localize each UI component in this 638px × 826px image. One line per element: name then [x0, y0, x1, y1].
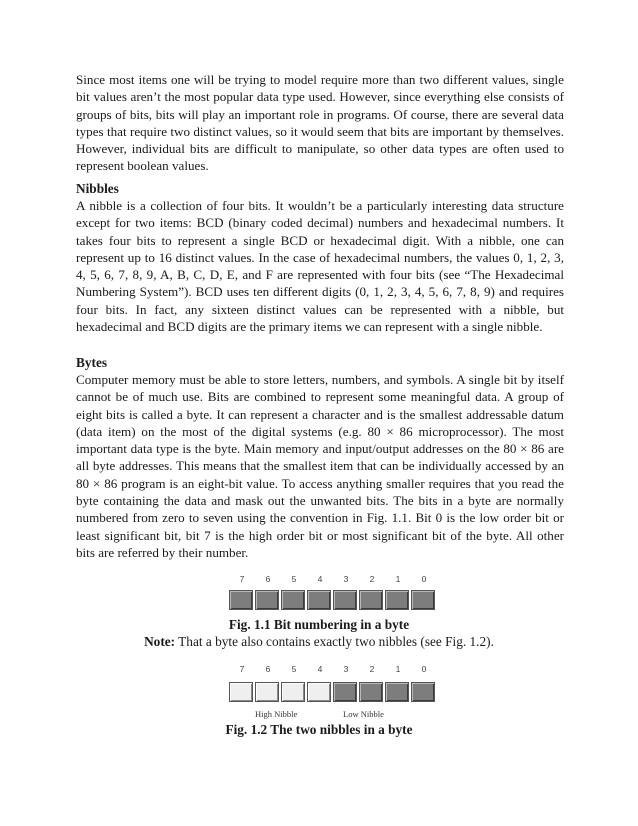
nibbles-heading: Nibbles	[76, 181, 119, 196]
bit-number: 5	[291, 574, 297, 584]
bit-number: 6	[265, 664, 271, 674]
figure-note	[0, 634, 638, 650]
figure-1-2-caption-text: Fig. 1.2 The two nibbles in a byte	[225, 722, 413, 737]
note-label: Note:	[144, 634, 176, 649]
figure-1-1-caption	[0, 617, 638, 633]
bit-box	[411, 590, 435, 610]
low-nibble-bit-box	[359, 682, 383, 702]
bit-number-row	[229, 574, 437, 584]
nibbles-paragraph: A nibble is a collection of four bits. It wouldn’t be a particularly interesting data structure except for two items: BCD (binary coded decimal) numbers and hexadecimal numbers. It takes four bits to represent a single BCD or hexadecimal digit. With a nibble, one can represent up to 16 distinct values. In the case of hexadecimal numbers, the values 0, 1, 2, 3, 4, 5, 6, 7, 8, 9, A, B, C, D, E, and F are represented with four bits (see “The Hexadecimal Numbering System”). BCD uses ten different digits (0, 1, 2, 3, 4, 5, 6, 7, 8, 9) and requires four bits. In fact, any sixteen distinct values can be represented with a nibble, but hexadecimal and BCD digits are the primary items we can represent with a single nibble.	[76, 198, 564, 335]
high-nibble-label: High Nibble	[255, 709, 298, 719]
bit-number: 7	[239, 574, 245, 584]
high-nibble-bit-box	[229, 682, 253, 702]
bit-number: 3	[343, 664, 349, 674]
bit-number: 2	[369, 664, 375, 674]
bit-number: 6	[265, 574, 271, 584]
bit-number-row	[229, 664, 437, 674]
bit-number: 3	[343, 574, 349, 584]
bit-number: 5	[291, 664, 297, 674]
bit-box	[255, 590, 279, 610]
bit-box-row	[229, 590, 437, 610]
bit-box	[307, 590, 331, 610]
low-nibble-label: Low Nibble	[343, 709, 384, 719]
bytes-heading: Bytes	[76, 355, 108, 370]
figure-bit-numbering	[229, 574, 437, 610]
bit-number: 0	[421, 664, 427, 674]
bit-number: 4	[317, 664, 323, 674]
bit-box	[359, 590, 383, 610]
bit-number: 7	[239, 664, 245, 674]
intro-paragraph: Since most items one will be trying to model require more than two different values, single bit values aren’t the most popular data type used. However, since everything else consists of groups of bits, bits will play an important role in programs. Of course, there are several data types that require two distinct values, so it would seem that bits are important by themselves. However, individual bits are difficult to manipulate, so other data types are often used to represent boolean values.	[76, 72, 564, 174]
bit-number: 1	[395, 664, 401, 674]
bit-number: 1	[395, 574, 401, 584]
high-nibble-bit-box	[255, 682, 279, 702]
figure-two-nibbles	[229, 664, 437, 702]
bytes-paragraph: Computer memory must be able to store letters, numbers, and symbols. A single bit by itself cannot be of much use. Bits are combined to represent some meaningful data. A group of eight bits is called a byte. It can represent a character and is the smallest addressable datum (data item) on the most of the digital systems (e.g. 80 × 86 microprocessor). The most important data type is the byte. Main memory and input/output addresses on the 80 × 86 are all byte addresses. This means that the smallest item that can be individually accessed by an 80 × 86 program is an eight-bit value. To access anything smaller requires that you read the byte containing the data and mask out the unwanted bits. The bits in a byte are normally numbered from zero to seven using the convention in Fig. 1.1. Bit 0 is the low order bit or least significant bit, bit 7 is the high order bit or most significant bit of the byte. All other bits are referred by their number.	[76, 372, 564, 560]
figure-1-2-caption	[0, 722, 638, 738]
bit-box-row	[229, 682, 437, 702]
figure-1-1-caption-text: Fig. 1.1 Bit numbering in a byte	[228, 617, 410, 632]
nibble-labels	[255, 709, 384, 719]
high-nibble-bit-box	[307, 682, 331, 702]
bit-number: 2	[369, 574, 375, 584]
low-nibble-bit-box	[333, 682, 357, 702]
bit-number: 4	[317, 574, 323, 584]
bit-box	[333, 590, 357, 610]
bit-number: 0	[421, 574, 427, 584]
bit-box	[229, 590, 253, 610]
low-nibble-bit-box	[385, 682, 409, 702]
bit-box	[385, 590, 409, 610]
bit-box	[281, 590, 305, 610]
note-text: That a byte also contains exactly two nibbles (see Fig. 1.2).	[175, 634, 494, 649]
high-nibble-bit-box	[281, 682, 305, 702]
low-nibble-bit-box	[411, 682, 435, 702]
